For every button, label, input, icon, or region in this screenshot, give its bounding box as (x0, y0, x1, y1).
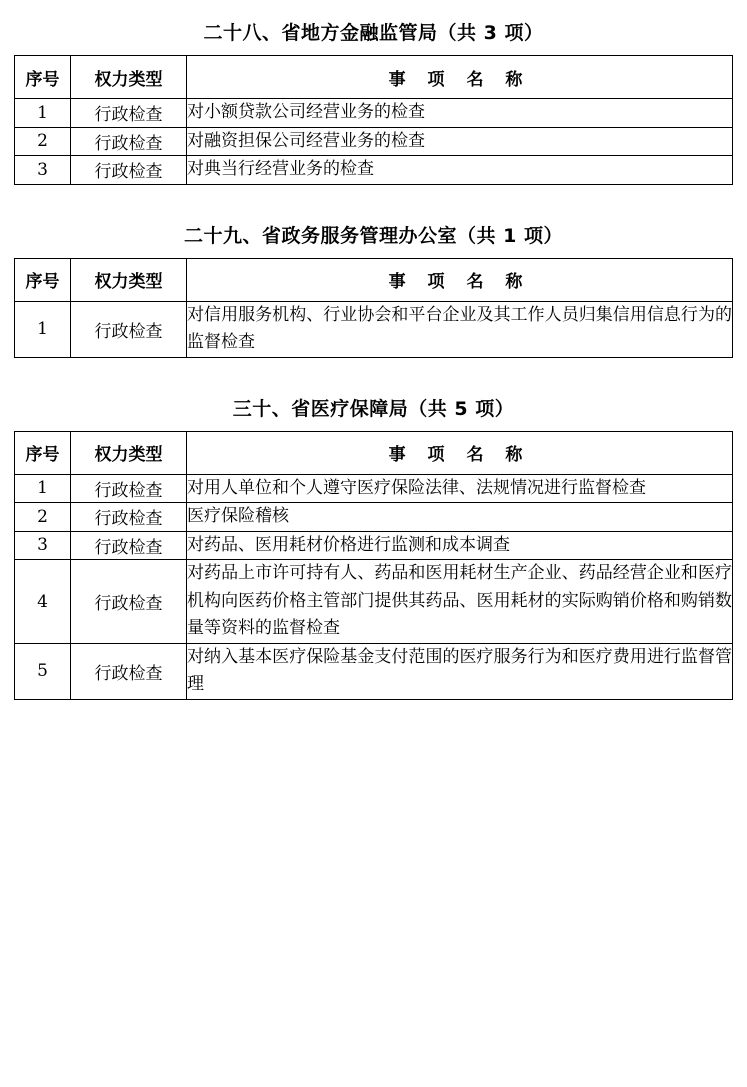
cell-type: 行政检查 (71, 156, 187, 185)
cell-type: 行政检查 (71, 301, 187, 357)
cell-name: 对融资担保公司经营业务的检查 (187, 127, 733, 156)
power-list-table-28 (14, 55, 733, 185)
section-title-29: 二十九、省政务服务管理办公室（共 1 项） (184, 224, 563, 247)
cell-index: 1 (15, 301, 71, 357)
column-header-index: 序号 (15, 431, 71, 474)
cell-index: 1 (15, 99, 71, 128)
cell-type: 行政检查 (71, 474, 187, 503)
cell-index: 3 (15, 156, 71, 185)
column-header-name: 事 项 名 称 (187, 258, 733, 301)
table-row (15, 301, 733, 357)
cell-name: 对小额贷款公司经营业务的检查 (187, 99, 733, 128)
column-header-type: 权力类型 (71, 258, 187, 301)
cell-type: 行政检查 (71, 643, 187, 699)
table-row (15, 156, 733, 185)
table-header-row (15, 258, 733, 301)
cell-type: 行政检查 (71, 99, 187, 128)
cell-type: 行政检查 (71, 560, 187, 644)
column-header-type: 权力类型 (71, 431, 187, 474)
table-row (15, 99, 733, 128)
cell-index: 2 (15, 127, 71, 156)
table-row (15, 643, 733, 699)
page-bottom-spacer (14, 700, 733, 730)
table-row (15, 531, 733, 560)
column-header-type: 权力类型 (71, 56, 187, 99)
cell-index: 5 (15, 643, 71, 699)
table-row (15, 560, 733, 644)
cell-name: 对纳入基本医疗保险基金支付范围的医疗服务行为和医疗费用进行监督管理 (187, 643, 733, 699)
section-30 (14, 384, 733, 700)
table-header-row (15, 56, 733, 99)
cell-name: 对信用服务机构、行业协会和平台企业及其工作人员归集信用信息行为的监督检查 (187, 301, 733, 357)
section-title-30: 三十、省医疗保障局（共 5 项） (232, 397, 515, 420)
cell-name: 医疗保险稽核 (187, 503, 733, 532)
section-title-28: 二十八、省地方金融监管局（共 3 项） (203, 22, 544, 44)
table-row (15, 127, 733, 156)
power-list-table-30 (14, 431, 733, 700)
cell-type: 行政检查 (71, 503, 187, 532)
cell-index: 1 (15, 474, 71, 503)
cell-type: 行政检查 (71, 127, 187, 156)
section-28 (14, 8, 733, 185)
column-header-index: 序号 (15, 56, 71, 99)
cell-index: 2 (15, 503, 71, 532)
section-spacer (14, 358, 733, 384)
column-header-name: 事 项 名 称 (187, 56, 733, 99)
column-header-index: 序号 (15, 258, 71, 301)
cell-index: 4 (15, 560, 71, 644)
column-header-name: 事 项 名 称 (187, 431, 733, 474)
cell-name: 对药品、医用耗材价格进行监测和成本调查 (187, 531, 733, 560)
cell-name: 对典当行经营业务的检查 (187, 156, 733, 185)
cell-name: 对药品上市许可持有人、药品和医用耗材生产企业、药品经营企业和医疗机构向医药价格主管部门提供其药品、医用耗材的实际购销价格和购销数量等资料的监督检查 (187, 560, 733, 644)
cell-type: 行政检查 (71, 531, 187, 560)
cell-name: 对用人单位和个人遵守医疗保险法律、法规情况进行监督检查 (187, 474, 733, 503)
table-row (15, 474, 733, 503)
section-spacer (14, 185, 733, 211)
table-header-row (15, 431, 733, 474)
section-29 (14, 211, 733, 358)
power-list-table-29 (14, 258, 733, 358)
table-row (15, 503, 733, 532)
cell-index: 3 (15, 531, 71, 560)
